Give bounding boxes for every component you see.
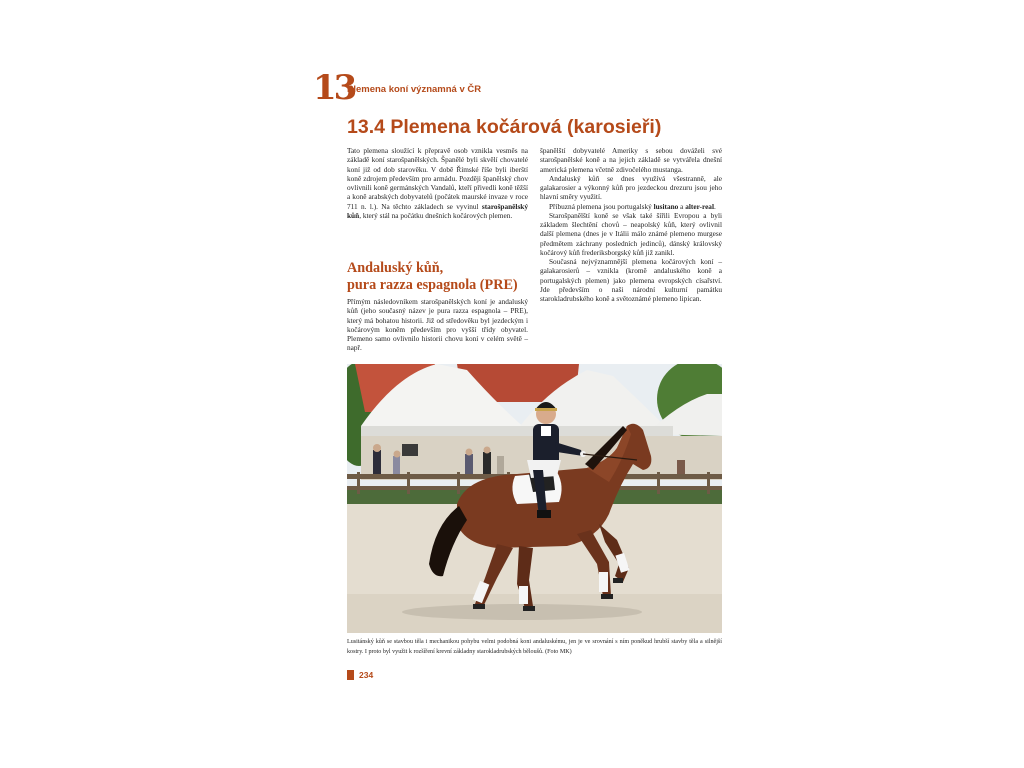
section-title: 13.4 Plemena kočárová (karosieři): [347, 116, 662, 138]
paragraph: Starošpanělští koně se však také šířili Evropou a byli základem šlechtění chovů – neapolský kůň, který ovlivnil další plemena (dnes je v Itálii málo známé plemeno murgese předmětem záchrany posledních jedinců), dánský královský kočárový kůň frederiksborgský kůň již zanikl.: [540, 210, 722, 257]
subsection-heading: Andaluský kůň, pura razza espagnola (PRE): [347, 260, 518, 293]
horse-photo: [347, 364, 722, 633]
paragraph: Andaluský kůň se dnes využívá všestranně, ale galakarosier a výkonný kůň pro jezdeckou drezuru jsou jeho hlavní směry využití.: [540, 173, 722, 202]
paragraph: Příbuzná plemena jsou portugalský lusitano a alter-real.: [549, 201, 716, 211]
chapter-number: 13: [313, 68, 355, 108]
chapter-title: Plemena koní významná v ČR: [347, 84, 482, 95]
intro-paragraph: Tato plemena sloužící k přepravě osob vznikla vesměs na základě koní starošpanělských. Španělé byli skvělí chovatelé koní již od dob starověku. V době Římské říše byli iberští koně zdrojem především pro armádu. Později španělský chov ovlivnili koně germánských Vandalů, kteří přivedli koně těžší a koně arabských dobyvatelů (počátek maurské invaze v roce 711 n. l.). Na těchto základech se vyvinul starošpanělský kůň, který stál na počátku dnešních kočárových plemen.: [347, 146, 528, 220]
page-footer: [347, 670, 373, 680]
page-number: 234: [359, 670, 374, 680]
right-column-text: [540, 146, 722, 303]
subsection-text: [347, 297, 528, 353]
paragraph: Současná nejvýznamnější plemena kočárových koní – galakarosierů – vznikla (kromě andaluského koně a portugalských plemen) jako plemena evropských císařství. Jde především o naši národní kulturní památku starokladrubského koně a světoznámé plemeno lipican.: [540, 257, 722, 303]
left-column-text: [347, 146, 528, 220]
folio-bar: [347, 670, 354, 680]
paragraph: španělští dobyvatelé Ameriky s sebou dováželi své starošpanělské koně a na jejich základě se vytvářela dnešní americká plemena včetně zdivočelého mustanga.: [540, 146, 722, 174]
figure-caption: Lusitánský kůň se stavbou těla i mechanikou pohybu velmi podobná koni andaluskému, jen je ve srovnání s ním poněkud hrubší stavby těla a silnější kostry. I proto byl využit k rozšíření krevní základny starokladrubských běloušů. (Foto MK): [347, 639, 722, 655]
subsection-paragraph: Přímým následovníkem starošpanělských koní je andaluský kůň (jeho současný název je pura razza espagnola – PRE), který má bohatou historii. Již od středověku byl jezdeckým i kočárovým koněm především pro vyšší třídy obyvatel. Plemeno samo ovlivnilo historii chovu koní v celém světě – např.: [347, 297, 528, 353]
bold-term: starošpanělský kůň: [347, 201, 528, 220]
